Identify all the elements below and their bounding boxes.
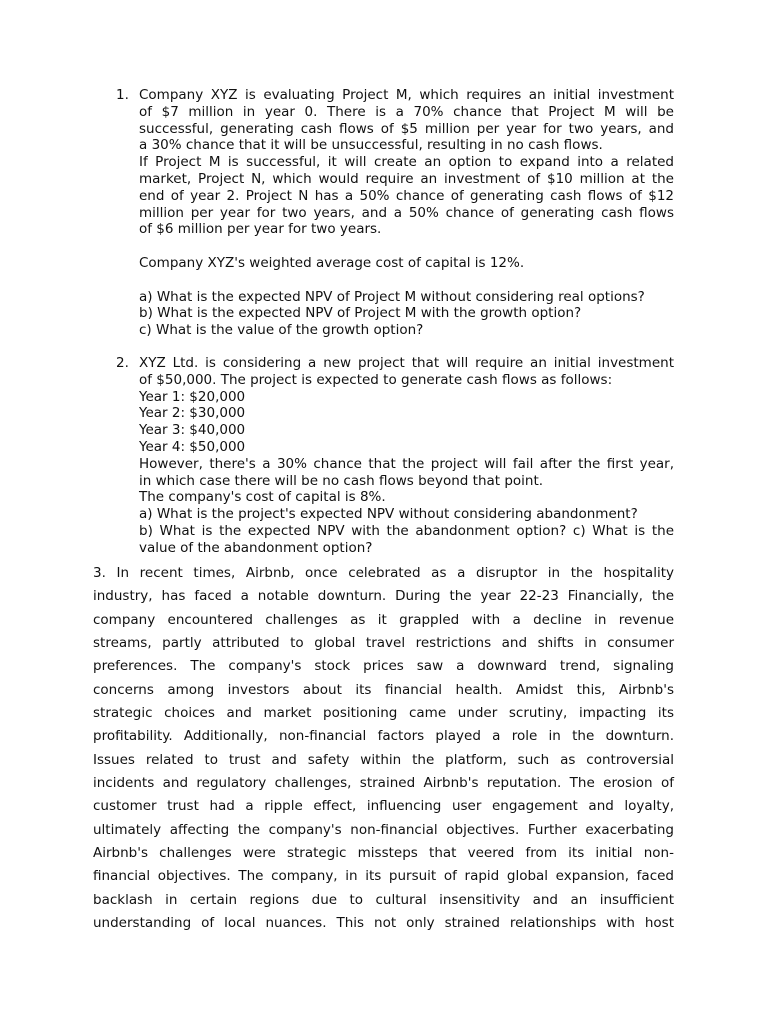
cash-flow-year-1: Year 1: $20,000 <box>139 388 246 405</box>
case-line: understanding of local nuances. This not only strained relationships with host <box>93 915 674 932</box>
question-1-wacc: Company XYZ's weighted average cost of capital is 12%. <box>139 254 525 271</box>
cash-flow-year-3: Year 3: $40,000 <box>139 422 246 439</box>
case-line: backlash in certain regions due to cultural insensitivity and an insufficient <box>93 891 674 908</box>
case-line: 3. In recent times, Airbnb, once celebrated as a disruptor in the hospitality <box>93 565 674 581</box>
case-line: strategic choices and market positioning came under scrutiny, impacting its <box>93 705 674 722</box>
question-1-line: successful, generating cash flows of $5 million per year for two years, and <box>139 120 674 137</box>
question-1-line: of $7 million in year 0. There is a 70% chance that Project M will be <box>139 103 674 120</box>
case-line: Issues related to trust and safety within the platform, such as controversial <box>93 751 674 768</box>
spacer <box>139 238 674 255</box>
question-1-number: 1. <box>116 87 129 103</box>
question-2-risk-line: in which case there will be no cash flows beyond that point. <box>139 472 544 489</box>
question-2-part-a: a) What is the project's expected NPV without considering abandonment? <box>139 506 638 523</box>
question-1-part-c: c) What is the value of the growth option? <box>139 322 424 339</box>
question-1-part-a: a) What is the expected NPV of Project M without considering real options? <box>139 288 645 305</box>
question-1-line: of $6 million per year for two years. <box>139 221 382 238</box>
question-1-line: If Project M is successful, it will create an option to expand into a related <box>139 154 674 171</box>
cash-flow-year-2: Year 2: $30,000 <box>139 405 246 422</box>
question-1-line: million per year for two years, and a 50% chance of generating cash flows <box>139 204 674 221</box>
spacer <box>139 272 674 289</box>
case-line: profitability. Additionally, non-financial factors played a role in the downturn. <box>93 728 674 745</box>
question-2-cost-of-capital: The company's cost of capital is 8%. <box>139 489 386 506</box>
case-line: industry, has faced a notable downturn. During the year 22-23 Financially, the <box>93 588 674 605</box>
question-2 <box>139 355 674 557</box>
case-line: financial objectives. The company, in its pursuit of rapid global expansion, faced <box>93 868 674 885</box>
case-line: Airbnb's challenges were strategic missteps that veered from its initial non- <box>93 845 674 862</box>
question-1-line: end of year 2. Project N has a 50% chance of generating cash flows of $12 <box>139 187 674 204</box>
question-1-line: a 30% chance that it will be unsuccessful, resulting in no cash flows. <box>139 137 603 154</box>
case-line: preferences. The company's stock prices saw a downward trend, signaling <box>93 658 674 675</box>
question-2-intro-line: of $50,000. The project is expected to generate cash flows as follows: <box>139 371 613 388</box>
question-2-risk-line: However, there's a 30% chance that the project will fail after the first year, <box>139 455 674 472</box>
case-line: streams, partly attributed to global travel restrictions and shifts in consumer <box>93 635 674 652</box>
question-3-case-study <box>93 562 674 936</box>
case-line: customer trust had a ripple effect, influencing user engagement and loyalty, <box>93 798 674 815</box>
cash-flow-year-4: Year 4: $50,000 <box>139 438 246 455</box>
case-line: company encountered challenges as it grappled with a decline in revenue <box>93 611 674 628</box>
question-2-intro-line: XYZ Ltd. is considering a new project that will require an initial investment <box>139 355 674 371</box>
question-2-number: 2. <box>116 355 129 371</box>
case-line: ultimately affecting the company's non-financial objectives. Further exacerbating <box>93 821 674 838</box>
question-1-line: market, Project N, which would require an investment of $10 million at the <box>139 170 674 187</box>
question-1 <box>139 87 674 339</box>
question-1-part-b: b) What is the expected NPV of Project M with the growth option? <box>139 305 582 322</box>
case-line: concerns among investors about its financial health. Amidst this, Airbnb's <box>93 681 674 698</box>
question-2-part-c-cont: value of the abandonment option? <box>139 539 373 556</box>
case-line: incidents and regulatory challenges, strained Airbnb's reputation. The erosion of <box>93 775 674 792</box>
question-2-part-b-c: b) What is the expected NPV with the abandonment option? c) What is the <box>139 522 674 539</box>
question-1-line: Company XYZ is evaluating Project M, which requires an initial investment <box>139 87 674 103</box>
